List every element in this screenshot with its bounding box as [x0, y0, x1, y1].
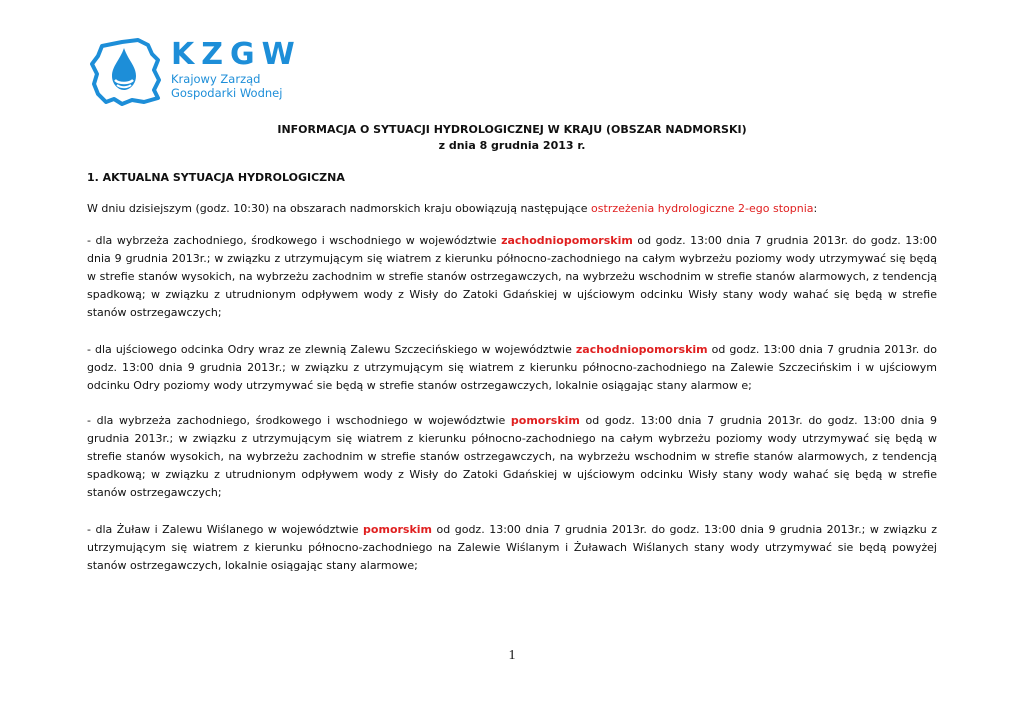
item-pre: - dla wybrzeża zachodniego, środkowego i wschodniego w województwie	[87, 234, 502, 247]
item-pre: - dla wybrzeża zachodniego, środkowego i wschodniego w województwie	[87, 414, 511, 427]
logo-text	[171, 38, 302, 100]
item-post: od godz. 13:00 dnia 7 grudnia 2013r. do godz. 13:00 dnia 9 grudnia 2013r.; w związku z utrzymującym się wiatrem z kierunku północno-zachodniego na całym wybrzeżu poziomy wody utrzymywać się będą w strefie stanów wysokich, na wybrzeżu zachodnim w strefie stanów ostrzegawczych, na wybrzeżu wschodnim w strefie stanów alarmowych, z tendencją spadkową; w związku z utrudnionym odpływem wody z Wisły do Zatoki Gdańskiej w ujściowym odcinku Wisły stany wody wahać się będą w strefie stanów ostrzegawczych;	[87, 234, 937, 319]
warning-highlight: ostrzeżenia hydrologiczne 2-ego stopnia	[591, 202, 814, 215]
item-pre: - dla ujściowego odcinka Odry wraz ze zlewnią Zalewu Szczecińskiego w województwie	[87, 343, 576, 356]
item-pre: - dla Żuław i Zalewu Wiślanego w województwie	[87, 523, 364, 536]
warning-item	[87, 412, 937, 502]
warning-item	[87, 521, 937, 575]
item-region: pomorskim	[510, 414, 580, 427]
page-number: 1	[508, 648, 516, 663]
logo-name: KZGW	[171, 37, 302, 72]
warning-item	[87, 341, 937, 395]
intro-colon: :	[813, 202, 818, 215]
logo-line2: Gospodarki Wodnej	[171, 86, 283, 100]
intro-text: W dniu dzisiejszym (godz. 10:30) na obszarach nadmorskich kraju obowiązują następujące	[87, 202, 592, 215]
item-region: zachodniopomorskim	[501, 234, 633, 247]
document-title: INFORMACJA O SYTUACJI HYDROLOGICZNEJ W KRAJU (OBSZAR NADMORSKI)	[277, 123, 747, 136]
kzgw-logo	[88, 36, 302, 108]
item-region: pomorskim	[363, 523, 433, 536]
item-post: od godz. 13:00 dnia 7 grudnia 2013r. do godz. 13:00 dnia 9 grudnia 2013r.; w związku z utrzymującym się wiatrem z kierunku północno-zachodniego na Zalewie Szczecińskim i w ujściowym odcinku Odry poziomy wody utrzymywać sie będą w strefie stanów ostrzegawczych, lokalnie osiągając stany alarmow e;	[87, 343, 937, 392]
poland-map-drop-icon	[88, 36, 168, 108]
intro-paragraph	[87, 200, 937, 218]
document-date: z dnia 8 grudnia 2013 r.	[438, 139, 586, 152]
item-region: zachodniopomorskim	[575, 343, 708, 356]
section-heading: 1. AKTUALNA SYTUACJA HYDROLOGICZNA	[87, 171, 345, 184]
warning-item	[87, 232, 937, 322]
logo-line1: Krajowy Zarząd	[171, 72, 261, 86]
item-post: od godz. 13:00 dnia 7 grudnia 2013r. do godz. 13:00 dnia 9 grudnia 2013r.; w związku z utrzymującym się wiatrem z kierunku północno-zachodniego na Zalewie Wiślanym i Żuławach Wiślanych stany wody utrzymywać sie będą powyżej stanów ostrzegawczych, lokalnie osiągając stany alarmowe;	[87, 523, 937, 572]
item-post: od godz. 13:00 dnia 7 grudnia 2013r. do godz. 13:00 dnia 9 grudnia 2013r.; w związku z utrzymującym się wiatrem z kierunku północno-zachodniego na całym wybrzeżu poziomy wody utrzymywać się będą w strefie stanów wysokich, na wybrzeżu zachodnim w strefie stanów ostrzegawczych, na wybrzeżu wschodnim w strefie stanów alarmowych, z tendencją spadkową; w związku z utrudnionym odpływem wody z Wisły do Zatoki Gdańskiej w ujściowym odcinku Wisły stany wody wahać się będą w strefie stanów ostrzegawczych;	[87, 414, 937, 499]
